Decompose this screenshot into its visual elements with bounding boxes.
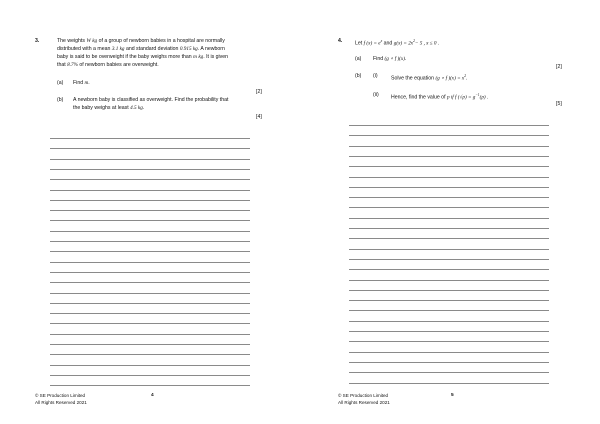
answer-line[interactable] — [50, 365, 250, 366]
answer-line[interactable] — [50, 313, 250, 314]
rights: All Rights Reserved 2021 — [35, 400, 87, 405]
question-number: 3. — [35, 38, 40, 44]
answer-line[interactable] — [50, 220, 250, 221]
answer-line[interactable] — [349, 269, 549, 270]
part-a-text: Find (g ∘ f )(x). — [373, 56, 407, 62]
copyright: © SE Production Limited — [35, 393, 86, 398]
answer-line[interactable] — [50, 282, 250, 283]
answer-line[interactable] — [50, 262, 250, 263]
answer-line[interactable] — [349, 310, 549, 311]
answer-line[interactable] — [349, 259, 549, 260]
question-stem-line: that 8.7% of newborn babies are overweight. — [57, 62, 159, 68]
part-label: (b) — [57, 97, 64, 103]
right-page — [300, 0, 600, 424]
subpart-label: (ii) — [373, 92, 379, 98]
answer-line[interactable] — [50, 138, 250, 139]
part-bii-text: Hence, find the value of p if f $(√p) = g^{-1}(p)$ . — [391, 93, 489, 101]
answer-line[interactable] — [349, 280, 549, 281]
answer-line[interactable] — [50, 241, 250, 242]
answer-line[interactable] — [50, 385, 250, 386]
answer-line[interactable] — [349, 249, 549, 250]
part-label: (a) — [57, 80, 64, 86]
answer-line[interactable] — [50, 159, 250, 160]
answer-line[interactable] — [349, 135, 549, 136]
answer-line[interactable] — [349, 362, 549, 363]
part-a-text: Find m. — [73, 80, 90, 86]
page-number: 4 — [151, 393, 154, 398]
answer-line[interactable] — [50, 334, 250, 335]
answer-line[interactable] — [349, 228, 549, 229]
answer-line[interactable] — [349, 352, 549, 353]
question-number: 4. — [338, 38, 343, 44]
marks: [2] — [556, 64, 562, 70]
answer-line[interactable] — [349, 146, 549, 147]
answer-line[interactable] — [50, 344, 250, 345]
answer-line[interactable] — [50, 303, 250, 304]
answer-line[interactable] — [349, 300, 549, 301]
part-bi-text: Solve the equation (g ∘ f )$(x) = x^2$. — [391, 74, 468, 82]
answer-line[interactable] — [50, 231, 250, 232]
answer-line[interactable] — [50, 354, 250, 355]
copyright: © SE Production Limited — [338, 393, 389, 398]
answer-line[interactable] — [349, 372, 549, 373]
part-label: (b) — [355, 73, 362, 79]
question-stem-line: baby is said to be overweight if the baby weighs more than m kg. It is given — [57, 54, 229, 60]
answer-line[interactable] — [349, 197, 549, 198]
marks: [4] — [256, 114, 262, 120]
answer-line[interactable] — [349, 156, 549, 157]
answer-line[interactable] — [50, 200, 250, 201]
answer-line[interactable] — [50, 210, 250, 211]
answer-line[interactable] — [349, 331, 549, 332]
answer-line[interactable] — [50, 169, 250, 170]
marks: [2] — [256, 89, 262, 95]
answer-line[interactable] — [50, 251, 250, 252]
answer-line[interactable] — [50, 375, 250, 376]
page-number: 5 — [451, 393, 454, 398]
answer-line[interactable] — [349, 207, 549, 208]
answer-line[interactable] — [50, 148, 250, 149]
answer-line[interactable] — [349, 341, 549, 342]
marks: [5] — [556, 101, 562, 107]
answer-line[interactable] — [50, 190, 250, 191]
answer-line[interactable] — [349, 238, 549, 239]
answer-line[interactable] — [50, 179, 250, 180]
answer-line[interactable] — [349, 218, 549, 219]
answer-line[interactable] — [349, 187, 549, 188]
question-stem-line: distributed with a mean 3.1 kg and standard deviation 0.915 kg. A newborn — [57, 46, 225, 52]
answer-line[interactable] — [50, 323, 250, 324]
answer-line[interactable] — [349, 290, 549, 291]
answer-line[interactable] — [349, 177, 549, 178]
rights: All Rights Reserved 2021 — [338, 400, 390, 405]
answer-line[interactable] — [50, 272, 250, 273]
subpart-label: (i) — [373, 73, 378, 79]
question-stem-line: Let f $(x) = e^x$ and $g(x) = 2x^2- 5$ , x ≤ 0 . — [355, 39, 440, 47]
answer-line[interactable] — [349, 125, 549, 126]
answer-line[interactable] — [349, 383, 549, 384]
answer-line[interactable] — [349, 166, 549, 167]
part-label: (a) — [355, 56, 362, 62]
question-stem-line: The weights W kg of a group of newborn babies in a hospital are normally — [57, 38, 225, 44]
answer-line[interactable] — [349, 321, 549, 322]
part-b-text: A newborn baby is classified as overweight. Find the probability that — [73, 97, 229, 103]
answer-line[interactable] — [50, 293, 250, 294]
part-b-text: the baby weighs at least 4.5 kg. — [73, 105, 145, 111]
